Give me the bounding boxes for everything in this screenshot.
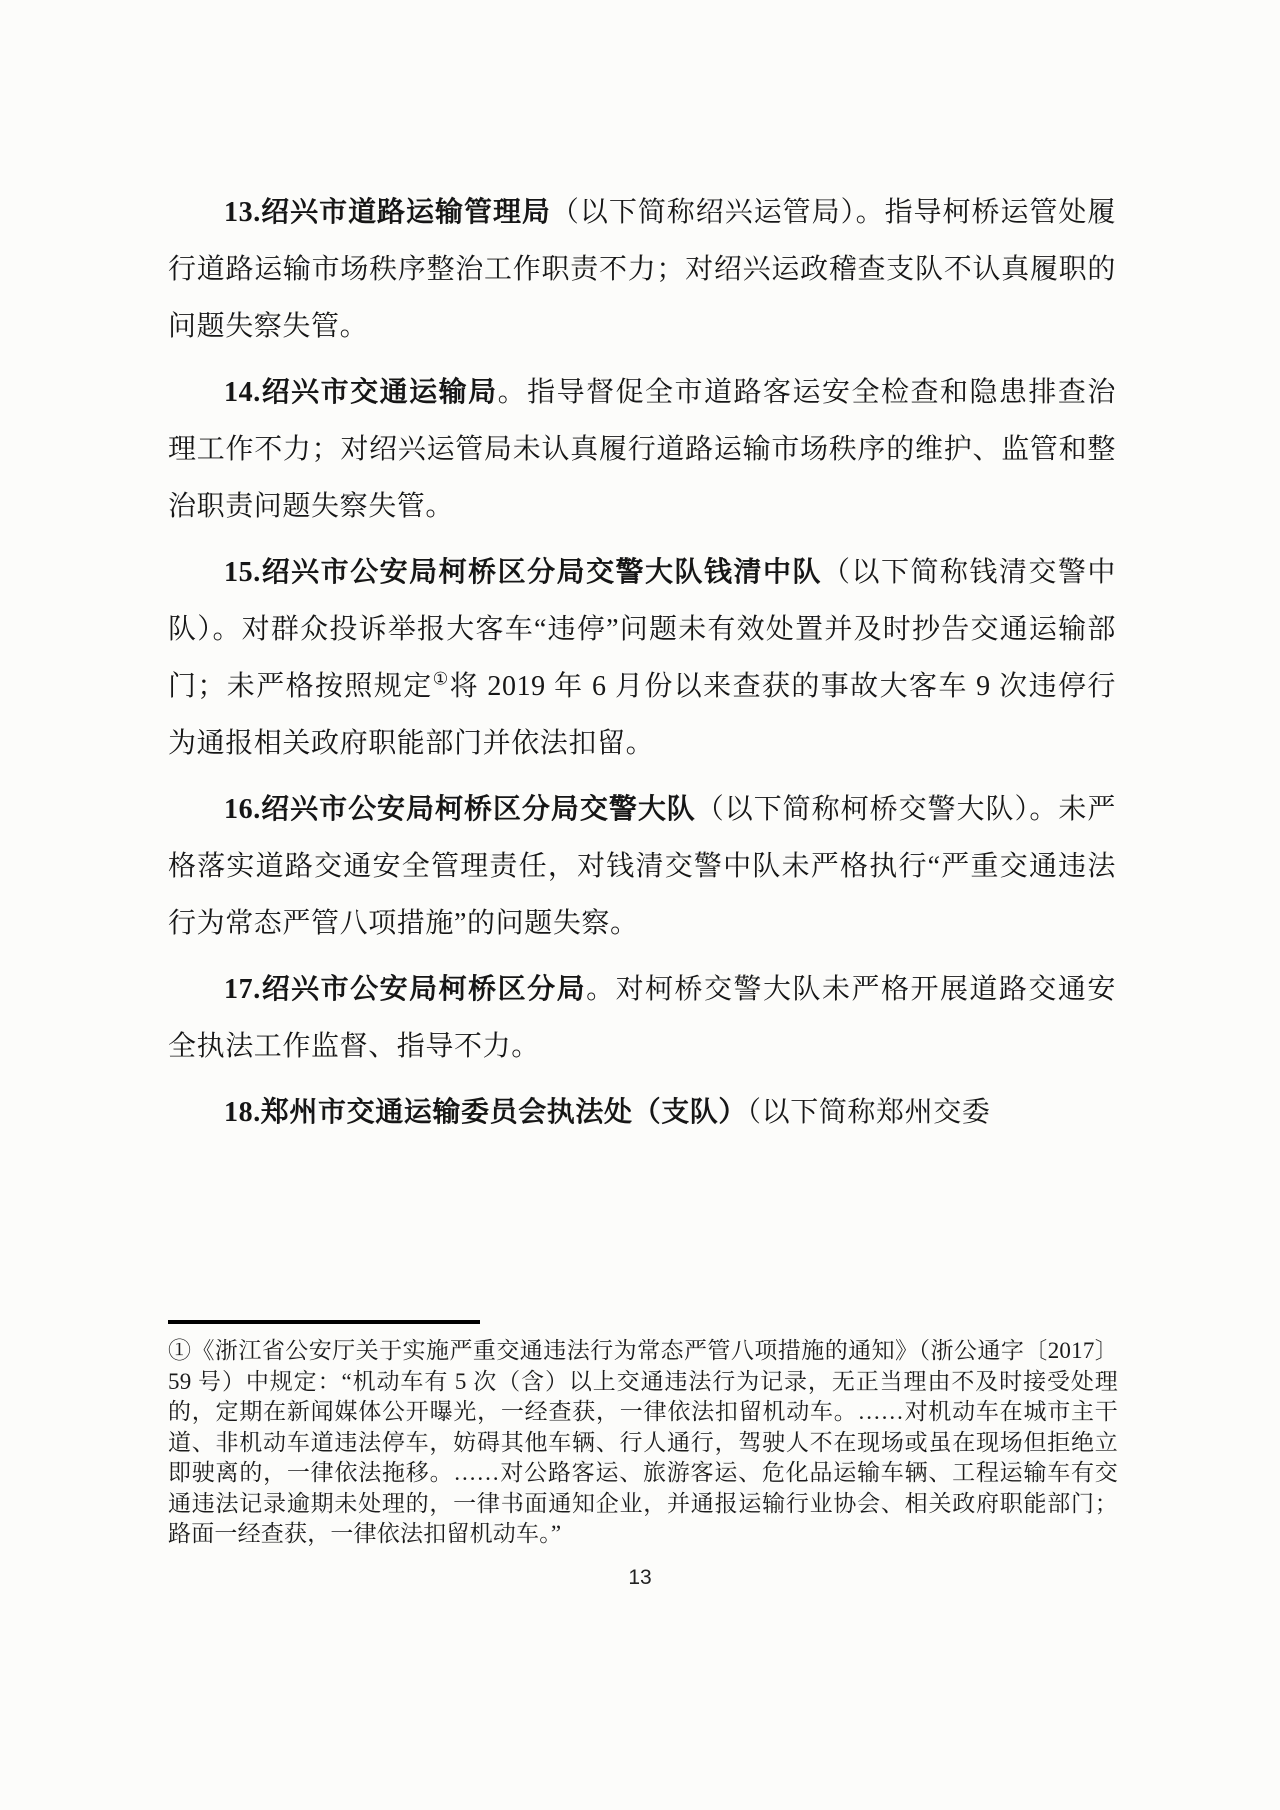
item-16-body: （以下简称柯桥交警大队）。未严格落实道路交通安全管理责任，对钱清交警中队未严格执行“严重交通违法行为常态严管八项措施”的问题失察。 bbox=[168, 794, 1116, 939]
item-18-body: （以下简称郑州交委 bbox=[747, 1097, 991, 1128]
item-15-body-continued: 将 2019 年 6 月份以来查获的事故大客车 9 次违停行为通报相关政府职能部门并依法扣留。 bbox=[168, 671, 1116, 759]
list-item-15 bbox=[168, 544, 1116, 772]
list-item-16 bbox=[168, 781, 1116, 952]
item-17-body: 。对柯桥交警大队未严格开展道路交通安全执法工作监督、指导不力。 bbox=[168, 974, 1116, 1062]
item-17-title: 17.绍兴市公安局柯桥区分局 bbox=[224, 974, 587, 1005]
list-item-17 bbox=[168, 961, 1116, 1075]
item-16-title: 16.绍兴市公安局柯桥区分局交警大队 bbox=[224, 794, 696, 825]
item-14-body: 。指导督促全市道路客运安全检查和隐患排查治理工作不力；对绍兴运管局未认真履行道路运输市场秩序的维护、监管和整治职责问题失察失管。 bbox=[168, 377, 1116, 522]
document-content bbox=[168, 184, 1116, 1150]
page-number: 13 bbox=[628, 1566, 652, 1589]
item-18-title: 18.郑州市交通运输委员会执法处（支队） bbox=[224, 1097, 748, 1128]
item-15-body: （以下简称钱清交警中队）。对群众投诉举报大客车“违停”问题未有效处置并及时抄告交通运输部门；未严格按照规定 bbox=[168, 557, 1116, 702]
item-13-body: （以下简称绍兴运管局）。指导柯桥运管处履行道路运输市场秩序整治工作职责不力；对绍兴运政稽查支队不认真履职的问题失察失管。 bbox=[168, 197, 1116, 342]
footnote-reference-marker: ① bbox=[432, 669, 450, 689]
item-14-title: 14.绍兴市交通运输局 bbox=[224, 377, 498, 408]
footnote-text: ①《浙江省公安厅关于实施严重交通违法行为常态严管八项措施的通知》（浙公通字〔2017〕59 号）中规定：“机动车有 5 次（含）以上交通违法行为记录，无正当理由不及时接受处理的，定期在新闻媒体公开曝光，一经查获，一律依法扣留机动车。……对机动车在城市主干道、非机动车道违法停车，妨碍其他车辆、行人通行，驾驶人不在现场或虽在现场但拒绝立即驶离的，一律依法拖移。……对公路客运、旅游客运、危化品运输车辆、工程运输车有交通违法记录逾期未处理的，一律书面通知企业，并通报运输行业协会、相关政府职能部门；路面一经查获，一律依法扣留机动车。” bbox=[168, 1338, 1118, 1546]
footnote-separator-rule bbox=[168, 1320, 480, 1324]
list-item-18 bbox=[168, 1084, 1116, 1141]
list-item-14 bbox=[168, 364, 1116, 535]
list-item-13 bbox=[168, 184, 1116, 355]
item-15-title: 15.绍兴市公安局柯桥区分局交警大队钱清中队 bbox=[224, 557, 822, 588]
item-13-title: 13.绍兴市道路运输管理局 bbox=[224, 197, 551, 228]
